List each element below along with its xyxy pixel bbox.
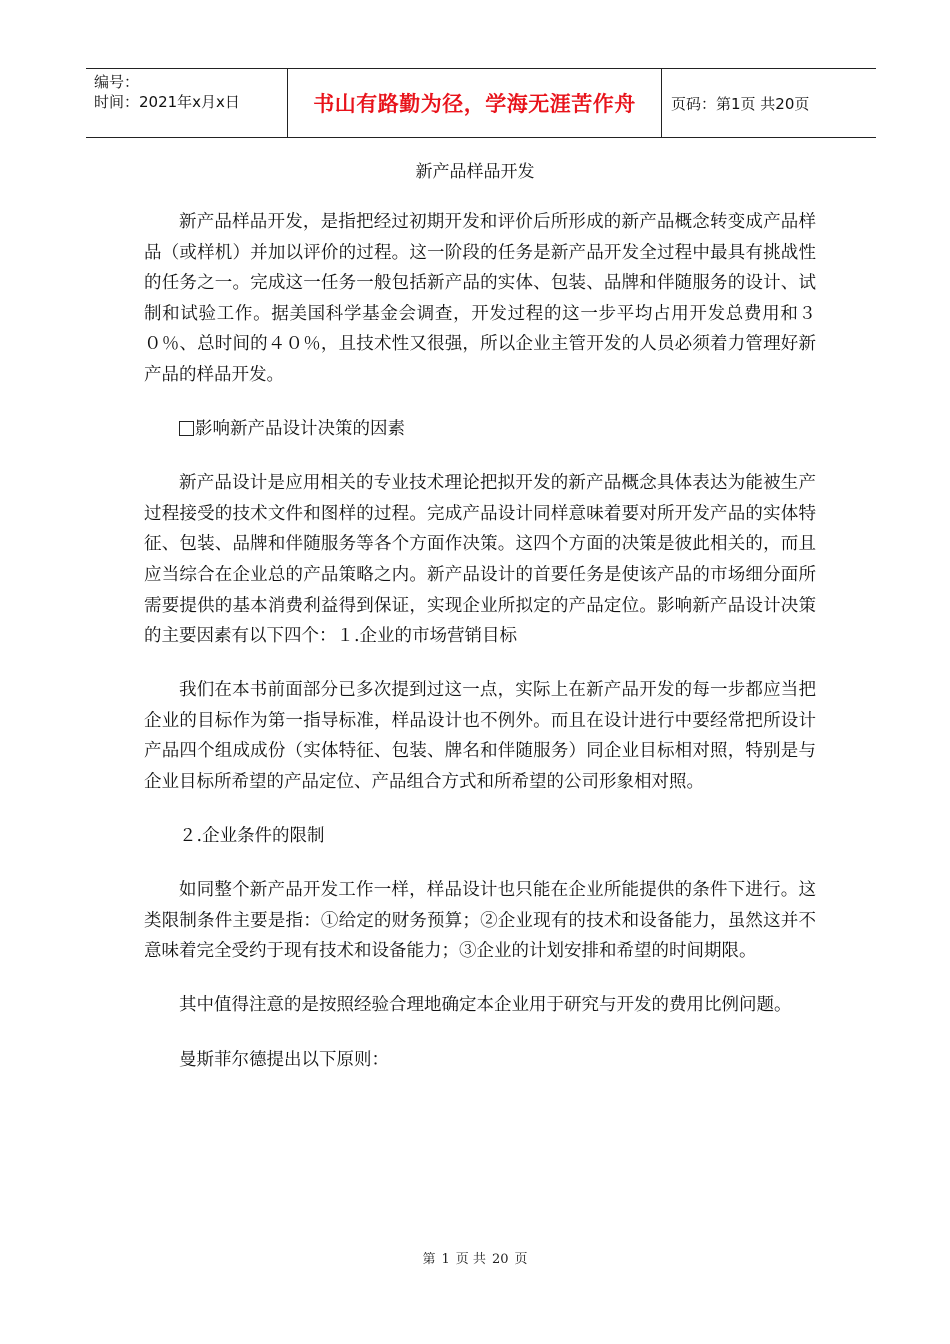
section-heading-factors	[144, 414, 816, 445]
header-meta-cell	[86, 69, 288, 137]
paragraph-design: 新产品设计是应用相关的专业技术理论把拟开发的新产品概念具体表达为能被生产过程接受的技术文件和图样的过程。完成产品设计同样意味着要对所开发产品的实体特征、包装、品牌和伴随服务等各个方面作决策。这四个方面的决策是彼此相关的，而且应当综合在企业总的产品策略之内。新产品设计的首要任务是使该产品的市场细分面所需要提供的基本消费利益得到保证，实现企业所拟定的产品定位。影响新产品设计决策的主要因素有以下四个：１.企业的市场营销目标	[144, 473, 816, 647]
page-footer	[0, 1248, 950, 1267]
footer-current-page: 1	[441, 1252, 450, 1267]
footer-total-pages: 20	[491, 1252, 509, 1267]
header-time: 时间：2021年x月x日	[94, 93, 240, 111]
checkbox-square-icon	[179, 421, 194, 436]
header-page-number: 页码：第1页 共20页	[671, 94, 810, 113]
header-page-cell	[662, 69, 876, 137]
document-body	[144, 207, 816, 1099]
document-title: 新产品样品开发	[415, 162, 535, 182]
paragraph-constraints: 如同整个新产品开发工作一样，样品设计也只能在企业所能提供的条件下进行。这类限制条件主要是指：①给定的财务预算；②企业现有的技术和设备能力，虽然这并不意味着完全受约于现有技术和设备能力；③企业的计划安排和希望的时间期限。	[144, 880, 816, 962]
paragraph-budget-note: 其中值得注意的是按照经验合理地确定本企业用于研究与开发的费用比例问题。	[179, 995, 792, 1016]
header-motto-cell	[288, 69, 662, 137]
document-header	[86, 68, 876, 138]
paragraph-mansfield: 曼斯菲尔德提出以下原则：	[179, 1049, 389, 1070]
header-motto: 书山有路勤为径，学海无涯苦作舟	[313, 92, 636, 116]
footer-suffix: 页	[514, 1252, 528, 1267]
footer-prefix: 第	[422, 1252, 436, 1267]
footer-middle: 页 共	[455, 1252, 486, 1267]
section-heading-text: 影响新产品设计决策的因素	[195, 419, 405, 440]
paragraph-objectives: 我们在本书前面部分已多次提到过这一点，实际上在新产品开发的每一步都应当把企业的目标作为第一指导标准，样品设计也不例外。而且在设计进行中要经常把所设计产品四个组成成份（实体特征、包装、牌名和伴随服务）同企业目标相对照，特别是与企业目标所希望的产品定位、产品组合方式和所希望的公司形象相对照。	[144, 680, 816, 792]
header-number: 编号：	[94, 73, 140, 91]
paragraph-intro: 新产品样品开发，是指把经过初期开发和评价后所形成的新产品概念转变成产品样品（或样机）并加以评价的过程。这一阶段的任务是新产品开发全过程中最具有挑战性的任务之一。完成这一任务一般包括新产品的实体、包装、品牌和伴随服务的设计、试制和试验工作。据美国科学基金会调查，开发过程的这一步平均占用开发总费用和３０％、总时间的４０％，且技术性又很强，所以企业主管开发的人员必须着力管理好新产品的样品开发。	[144, 212, 816, 385]
section-heading-constraints: ２.企业条件的限制	[179, 826, 325, 847]
